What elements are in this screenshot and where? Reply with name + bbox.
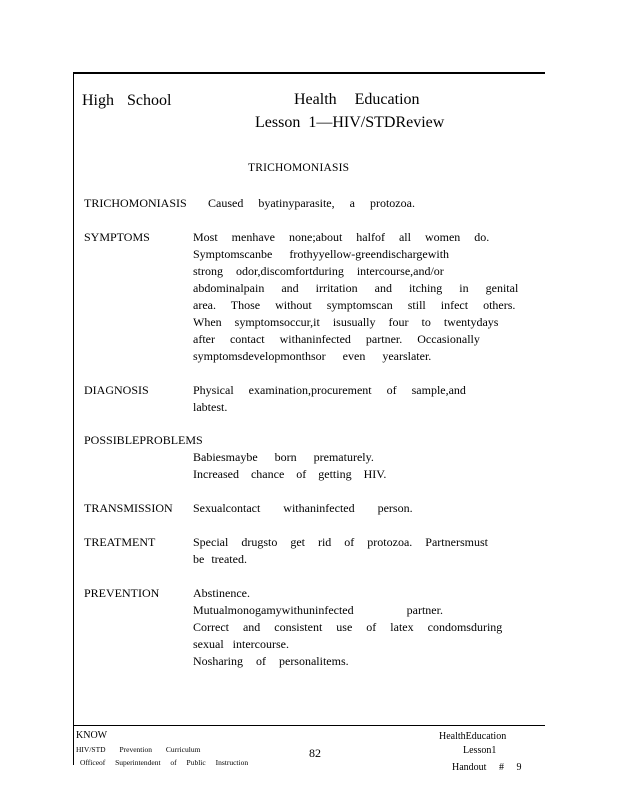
section-line: Special drugsto get rid of protozoa. Partnersmust: [193, 535, 488, 549]
section-line: strong odor,discomfortduring intercourse,and/or: [193, 264, 444, 278]
section-label-prevention: PREVENTION: [84, 586, 160, 600]
section-label-trichomoniasis: TRICHOMONIASIS: [84, 196, 187, 210]
section-line: be treated.: [193, 552, 247, 566]
section-line: symptomsdevelopmonthsor even yearslater.: [193, 349, 432, 363]
section-line: area. Those without symptomscan still infect others.: [193, 298, 516, 312]
header-school-level: High School: [82, 92, 172, 109]
document-title: TRICHOMONIASIS: [248, 162, 350, 174]
section-label-treatment: TREATMENT: [84, 535, 156, 549]
section-line: Babiesmaybe born prematurely.: [193, 450, 374, 464]
section-line: sexual intercourse.: [193, 637, 289, 651]
header-subject: Health Education: [294, 91, 420, 108]
section-line: Caused byatinyparasite, a protozoa.: [208, 196, 415, 210]
section-label-diagnosis: DIAGNOSIS: [84, 383, 149, 397]
header-lesson: Lesson 1—HIV/STDReview: [255, 114, 445, 131]
section-line: Increased chance of getting HIV.: [193, 467, 387, 481]
section-line: abdominalpain and irritation and itching in genital: [193, 281, 519, 295]
section-line: labtest.: [193, 400, 228, 414]
footer-handout: Handout # 9: [452, 762, 522, 773]
section-line: Physical examination,procurement of sample,and: [193, 383, 466, 397]
section-label-symptoms: SYMPTOMS: [84, 230, 150, 244]
section-label-transmission: TRANSMISSION: [84, 501, 173, 515]
section-line: Nosharing of personalitems.: [193, 654, 349, 668]
section-line: When symptomsoccur,it isusually four to twentydays: [193, 315, 499, 329]
footer-know: KNOW: [76, 730, 108, 741]
section-line: Sexualcontact withaninfected person.: [193, 501, 413, 515]
footer-curriculum: HIV/STD Prevention Curriculum: [76, 745, 201, 754]
section-line: after contact withaninfected partner. Occasionally: [193, 332, 480, 346]
section-label-possible-problems: POSSIBLEPROBLEMS: [84, 433, 203, 447]
footer-office: Officeof Superintendent of Public Instruction: [80, 758, 249, 767]
footer-subject: HealthEducation: [439, 731, 507, 742]
section-line: Mutualmonogamywithuninfected partner.: [193, 603, 443, 617]
footer-lesson: Lesson1: [463, 745, 497, 756]
page-number: 82: [309, 746, 321, 760]
left-margin-rule: [73, 72, 74, 765]
section-line: Abstinence.: [193, 586, 250, 600]
footer-rule: [74, 725, 545, 726]
section-line: Correct and consistent use of latex condomsduring: [193, 620, 503, 634]
section-line: Most menhave none;about halfof all women do.: [193, 230, 490, 244]
section-line: Symptomscanbe frothyyellow-greendischargewith: [193, 247, 450, 261]
top-rule: [74, 72, 545, 74]
